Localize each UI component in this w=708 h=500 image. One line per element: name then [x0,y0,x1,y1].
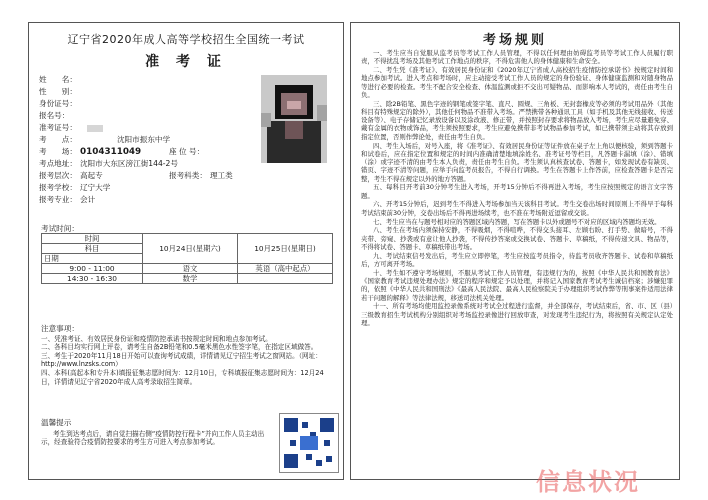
regnum-label: 准考证号： [39,123,77,132]
table-row [42,264,333,274]
site-label: 考 点： [39,135,77,144]
day2-header: 10月25日(星期日) [238,234,333,264]
rule-item: 十一、所有考场均使用监控录像系统对考试全过程进行监督，并全部保存，考试结束后，省、市、区（县）三级教育招生考试机构分别组织对考场监控录像进行回放审查，对发现考生违纪行为，将按照有关规定认定处理。 [361,302,673,327]
notes-heading: 注意事项： [41,324,79,333]
category-field [169,171,233,181]
school-field [39,183,110,193]
row2-day2 [238,274,333,284]
address-value: 沈阳市大东区滂江街144-2号 [79,159,178,168]
major-label: 报考专业： [39,195,77,204]
id-label: 身份证号： [39,99,77,108]
rule-item: 二、考生凭《准考证》、有效居民身份证和《2020年辽宁省成人高校招生疫情防控承诺书》按规定时间和地点参加考试。进入考点和考场时，应主动接受考试工作人员的规定的身份验证、身体健康监测和对随身物品等进行必要的检查。考生不配合安全检查、体温监测或拒不交出可疑物品、而影响本人考试的，责任由考生自负。 [361,66,673,99]
gender-field [39,87,77,97]
level-value: 高起专 [79,171,103,180]
school-label: 报考学校： [39,183,77,192]
rule-item: 一、考生应当自觉服从监考员等考试工作人员管理，不得以任何理由妨碍监考员等考试工作人员履行职责，不得扰乱考场及其他考试工作地点的秩序，不得危害他人的身体健康和生命安全。 [361,49,673,66]
exam-schedule-table [41,233,333,284]
rules-body [361,49,673,328]
rule-item: 六、开考15分钟后，迟到考生不得进入考场参加当天该科目考试。考生交卷出场时间原则上不得早于每科考试结束前30分钟，交卷出场后不得再进场续考，也不准在考场附近逗留或交谈。 [361,200,673,217]
table-row [42,234,333,244]
id-field [39,99,77,109]
address-field [39,159,178,169]
level-field [39,171,103,181]
notes-section [41,325,335,386]
rule-item: 八、考生在考场内须保持安静，不得吸烟，不得喧哗，不得交头接耳、左顾右盼、打手势、做暗号，不得夹带、旁窥、抄袭或有意让他人抄袭，不得传抄答案或交换试卷、答题卡、草稿纸，不得传递文具、物品等，不得将试卷、答题卡、草稿纸带出考场。 [361,226,673,251]
row2-time: 14:30 - 16:30 [42,274,143,284]
reg-label: 报名号： [39,111,70,120]
school-value: 辽宁大学 [79,183,111,192]
candidate-photo [261,75,327,163]
reg-field [39,111,69,121]
note-item: 一、凭准考证、有效居民身份证和疫情防控承诺书按规定时间和地点参加考试。 [41,334,272,343]
major-value: 会计 [79,195,96,204]
qr-code-icon[interactable] [279,413,339,473]
rule-item: 四、考生入场后，对号入座，将《准考证》、有效居民身份证等证件放在桌子左上角以便核验，须到答题卡和试卷后，应在指定位置和规定的时间内准确清楚地填涂姓名、准考证号等栏目，凡答题卡漏填（涂）、错填（涂）或字迹不清的由考生本人负责，责任由考生自负。考生须认真核查试卷、答题卡，如发现试卷有缺页、错页、字迹不清等问题，应举手向监考员报告，不得自行调换。考生在答题卡上作答前，应检查答题卡是否完整，考生不得在规定以外的地方答题。 [361,141,673,183]
redaction-block [87,125,103,132]
note-item: 二、各科目均实行网上评卷，请考生自备2B铅笔和0.5毫米黑色水性签字笔，在指定区域做答。 [41,343,318,352]
address-label: 考点地址： [39,159,77,168]
row2-day1: 数学 [143,274,238,284]
room-field [39,147,141,157]
note-item: 四、本科(高起本和专升本)填报征集志愿时间为：12月10日，专科填报征集志愿时间为：12月24日，详情请见辽宁省2020年成人高考录取招生简章。 [41,368,324,386]
schedule-title: 考试时间： [41,224,79,233]
name-field [39,75,77,85]
level-label: 报考层次： [39,171,77,180]
row1-day1: 语文 [143,264,238,274]
rules-title: 考场规则 [482,33,547,48]
tip-section [41,419,277,447]
rule-item: 七、考生应当在与题号相对应的答题区域内答题，写在答题卡以外或题号不对应的区域内答题均无效。 [373,217,661,226]
site-field [39,135,170,145]
note-item: 三、考生于2020年11月18日开始可以查询考试成绩，详情请见辽宁招生考试之窗网站。（网址：http://www.lnzsks.com） [41,351,322,369]
day1-header: 10月24日(星期六) [143,234,238,264]
gender-label: 性 别： [39,87,77,96]
category-value: 理工类 [209,171,233,180]
tip-text: 考生到达考点后，请自觉扫描右侧“疫情防控行程卡”并向工作人员主动出示，经查验符合疫情防控要求的考生方可进入考点参加考试。 [41,429,265,447]
table-row [42,274,333,284]
header-time: 时间 [42,234,143,244]
row1-day2: 英语（高中起点） [238,264,333,274]
header-date: 日期 [42,254,143,264]
site-value: 沈阳市振东中学 [116,135,171,144]
watermark: 信息状况 [536,468,640,496]
rule-item: 三、除2B铅笔、黑色字迹的钢笔或签字笔、直尺、圆规、三角板、无封套橡皮等必须的考试用品外（其他科目有特殊规定的除外），其他任何物品不准带入考场。严禁携带各种通讯工具（如手机及其他无线接收、传送设备等）、电子存储记忆录放设备以及涂改液、修正带，并按照封存要求将物品放入考场，考生应尽量避免穿、戴有金属的衣物或饰品，考生须按照要求，考生应避免携带非考试物品参加考试，如已携带须主动将其存放到指定位置，否则作弊论处，责任由考生自负。 [361,99,673,141]
major-field [39,195,95,205]
header-subject: 科目 [42,244,143,254]
exam-title: 辽宁省2020年成人高等学校招生全国统一考试 [67,33,305,46]
regnum-field [39,123,77,133]
row1-time: 9:00 - 11:00 [42,264,143,274]
seat-field [169,147,204,157]
category-label: 报考科类： [169,171,207,180]
rule-item: 九、考试结束信号发出后，考生应立即停笔，考生应按监考员指令，待监考员收齐答题卡、试卷和草稿纸后，方可离开考场。 [361,251,673,268]
exam-rules [350,22,680,480]
tip-heading: 温馨提示 [41,418,72,427]
rule-item: 五、每科目开考前30分钟考生进入考场，开考15分钟后不得再进入考场，考生应按照规定的语言文字答题。 [361,183,673,200]
room-label: 考 场： [39,147,77,156]
admission-ticket [28,22,344,480]
rule-item: 十、考生如不遵守考场规则，不服从考试工作人员管理，有违规行为的，按照《中华人民共和国教育法》《国家教育考试违规处理办法》规定的程序和规定予以处理，并将记入国家教育考试考生诚信档案；涉嫌犯罪的，依照《中华人民共和国刑法》《最高人民法院、最高人民检察院关于办理组织考试作弊等刑事案件适用法律若干问题的解释》等法律法规，移送司法机关处理。 [361,268,673,302]
room-value: 0104311049 [79,147,142,157]
name-label: 姓 名： [39,75,77,84]
ticket-title: 准 考 证 [145,54,227,70]
seat-label: 座 位 号： [169,147,205,156]
